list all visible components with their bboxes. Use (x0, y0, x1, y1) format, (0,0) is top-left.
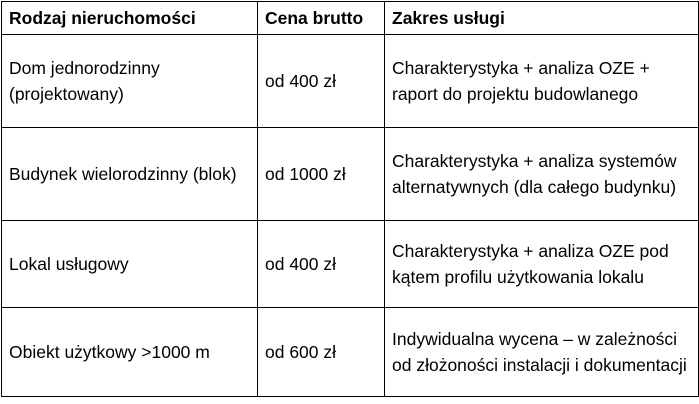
header-row (2, 2, 699, 35)
cell-price: od 600 zł (258, 308, 385, 397)
cell-price: od 400 zł (258, 35, 385, 128)
table-row (2, 308, 699, 397)
header-property-type: Rodzaj nieruchomości (2, 2, 258, 35)
cell-property-type: Lokal usługowy (2, 221, 258, 308)
cell-property-type: Budynek wielorodzinny (blok) (2, 128, 258, 221)
cell-price: od 400 zł (258, 221, 385, 308)
cell-service-scope: Charakterystyka + analiza OZE pod kątem profilu użytkowania lokalu (385, 221, 699, 308)
header-service-scope: Zakres usługi (385, 2, 699, 35)
table-row (2, 128, 699, 221)
pricing-table (1, 1, 699, 397)
table-row (2, 35, 699, 128)
cell-service-scope: Charakterystyka + analiza systemów alternatywnych (dla całego budynku) (385, 128, 699, 221)
header-gross-price: Cena brutto (258, 2, 385, 35)
cell-service-scope: Charakterystyka + analiza OZE + raport do projektu budowlanego (385, 35, 699, 128)
table-row (2, 221, 699, 308)
cell-service-scope: Indywidualna wycena – w zależności od złożoności instalacji i dokumentacji (385, 308, 699, 397)
cell-property-type: Dom jednorodzinny (projektowany) (2, 35, 258, 128)
cell-price: od 1000 zł (258, 128, 385, 221)
cell-property-type: Obiekt użytkowy >1000 m (2, 308, 258, 397)
